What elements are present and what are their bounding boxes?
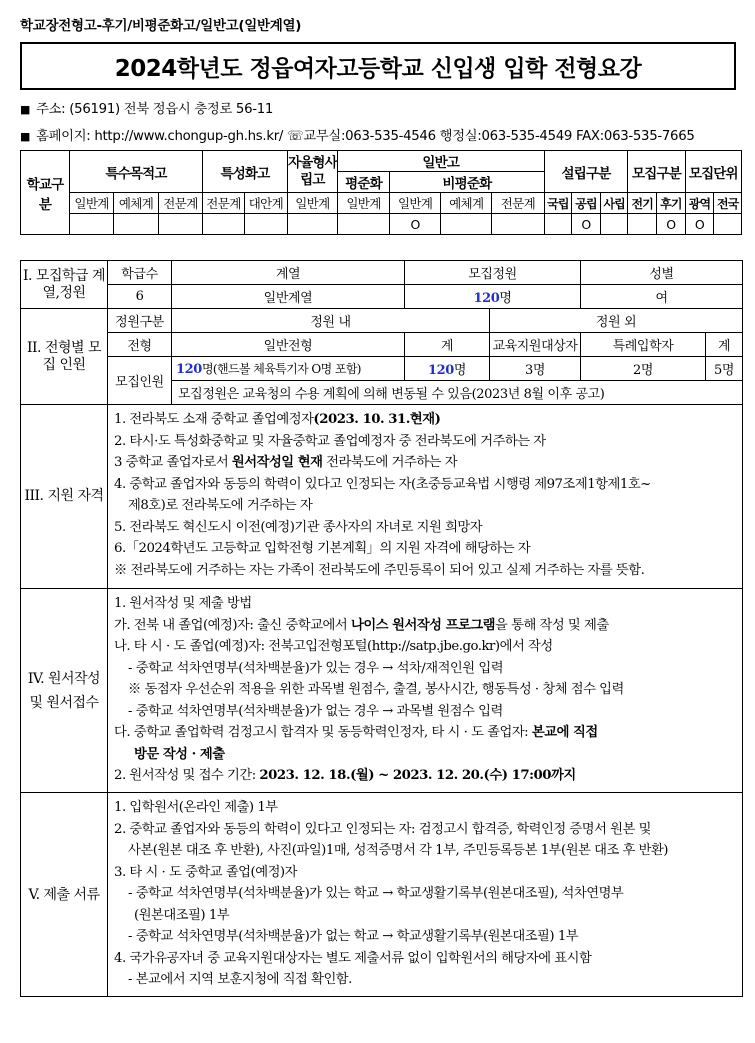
mark-cell xyxy=(628,214,657,235)
group-specialized: 특성화고 xyxy=(203,151,288,193)
col-label: 예체계 xyxy=(441,193,492,214)
section-3-content xyxy=(108,405,743,589)
document-item-cont: 사본(원본 대조 후 반환), 사진(파일)1매, 성적증명서 각 1부, 주민등록등본 1부(원본 대조 후 반환) xyxy=(128,843,668,858)
section-1-label: I. 모집학급 계열,정원 xyxy=(21,261,108,309)
address-text: 주소: (56191) 전북 정읍시 충정로 56-11 xyxy=(36,102,274,117)
mark-cell xyxy=(114,214,159,235)
col-label: 전문계 xyxy=(492,193,544,214)
homepage-line xyxy=(20,125,695,144)
section-3-label: III. 지원 자격 xyxy=(21,405,108,589)
eligibility-item-cont: 제8호)로 전라북도에 거주하는 자 xyxy=(128,498,313,513)
application-note: ※ 동점자 우선순위 적용을 위한 과목별 원점수, 출결, 봉사시간, 행동특성 · 창체 점수 입력 xyxy=(128,682,624,697)
col-label: 전문계 xyxy=(159,193,203,214)
header-inside-total: 계 xyxy=(405,333,490,357)
application-item: 1. 원서작성 및 제출 방법 xyxy=(114,596,252,611)
value-edu-support: 3명 xyxy=(490,357,581,381)
application-period: 2. 원서작성 및 접수 기간: 2023. 12. 18.(월) ~ 2023. 12. 20.(수) 17:00까지 xyxy=(114,768,576,783)
col-label: 일반계 xyxy=(70,193,114,214)
value-classes: 6 xyxy=(108,285,172,309)
bullet-square-icon: ■ xyxy=(20,130,31,143)
document-title: 2024학년도 정읍여자고등학교 신입생 입학 전형요강 xyxy=(20,42,736,90)
header-quota: 모집정원 xyxy=(405,261,581,285)
application-subitem: - 중학교 석차연명부(석차백분율)가 없는 경우 → 과목별 원점수 입력 xyxy=(128,703,503,719)
mark-cell xyxy=(287,214,337,235)
document-subitem-cont: (원본대조필) 1부 xyxy=(134,907,230,923)
group-recruit-type: 모집구분 xyxy=(628,151,685,193)
school-type-table xyxy=(20,150,742,235)
mark-cell-non-equalized-general: O xyxy=(390,214,441,235)
group-autonomous-private: 자율형사립고 xyxy=(287,151,337,193)
eligibility-item: 2. 타시·도 특성화중학교 및 자율중학교 졸업예정자 중 전라북도에 거주하는 자 xyxy=(114,433,546,449)
value-special-admission: 2명 xyxy=(581,357,706,381)
header-quota-type: 정원구분 xyxy=(108,309,172,333)
mark-cell-regional: O xyxy=(685,214,714,235)
value-track: 일반계열 xyxy=(172,285,405,309)
col-label: 일반계 xyxy=(337,193,389,214)
mark-cell xyxy=(441,214,492,235)
mark-cell xyxy=(70,214,114,235)
header-outside-quota: 정원 외 xyxy=(490,309,743,333)
document-subitem: - 중학교 석차연명부(석차백분율)가 없는 학교 → 학교생활기록부(원본대조필) 1부 xyxy=(128,929,579,944)
mark-cell xyxy=(244,214,287,235)
col-label: 공립 xyxy=(572,193,601,214)
document-subitem: - 본교에서 지역 보훈지청에 직접 확인함. xyxy=(128,972,352,987)
eligibility-item: 4. 중학교 졸업자와 동등의 학력이 있다고 인정되는 자(초중등교육법 시행령 제97조제1항제1호~ xyxy=(114,476,651,492)
bullet-square-icon: ■ xyxy=(20,103,31,116)
general-detail: 명(핸드볼 체육특기자 O명 포함) xyxy=(201,362,361,376)
value-general-selection xyxy=(172,357,405,381)
mark-cell xyxy=(337,214,389,235)
section-4-content xyxy=(108,589,743,793)
col-label: 일반계 xyxy=(390,193,441,214)
document-item: 3. 타 시 · 도 중학교 졸업(예정)자 xyxy=(114,864,297,880)
header-classes: 학급수 xyxy=(108,261,172,285)
col-label: 일반계 xyxy=(287,193,337,214)
col-label: 광역 xyxy=(685,193,714,214)
eligibility-item: 6.「2024학년도 고등학교 입학전형 기본계획」의 지원 자격에 해당하는 자 xyxy=(114,541,531,556)
inside-total-number: 120 xyxy=(427,363,454,378)
header-edu-support: 교육지원대상자 xyxy=(490,333,581,357)
application-item: 가. 전북 내 졸업(예정)자: 출신 중학교에서 나이스 원서작성 프로그램을 통해 작성 및 제출 xyxy=(114,617,609,633)
address-line xyxy=(20,98,273,117)
quota-note: 모집정원은 교육청의 수용 계획에 의해 변동될 수 있음(2023년 8월 이후 공고) xyxy=(172,381,743,405)
row-label-recruit-count: 모집인원 xyxy=(108,357,172,405)
mark-cell xyxy=(544,214,572,235)
application-item: 다. 중학교 졸업학력 검정고시 합격자 및 동등학력인정자, 타 시 · 도 졸업자: 본교에 직접 xyxy=(114,725,598,740)
inside-total-unit: 명 xyxy=(453,363,467,378)
school-type-row-label: 학교구분 xyxy=(21,151,70,235)
mark-cell xyxy=(600,214,628,235)
col-label: 예체계 xyxy=(114,193,159,214)
col-label: 사립 xyxy=(600,193,628,214)
mark-cell xyxy=(203,214,245,235)
admission-guide-table xyxy=(20,260,743,997)
col-label: 후기 xyxy=(657,193,686,214)
document-item: 2. 중학교 졸업자와 동등의 학력이 있다고 인정되는 자: 검정고시 합격증, 학력인정 증명서 원본 및 xyxy=(114,821,651,837)
section-5-content xyxy=(108,793,743,997)
mark-cell-public: O xyxy=(572,214,601,235)
value-quota xyxy=(405,285,581,309)
col-label: 대안계 xyxy=(244,193,287,214)
eligibility-item: 3 중학교 졸업자로서 원서작성일 현재 전라북도에 거주하는 자 xyxy=(114,455,458,470)
group-recruit-unit: 모집단위 xyxy=(685,151,741,193)
application-item-cont: 방문 작성 · 제출 xyxy=(134,746,225,762)
group-special-purpose: 특수목적고 xyxy=(70,151,203,193)
value-inside-total xyxy=(405,357,490,381)
application-subitem: - 중학교 석차연명부(석차백분율)가 있는 경우 → 석차/재적인원 입력 xyxy=(128,660,504,676)
value-gender: 여 xyxy=(581,285,743,309)
eligibility-note: ※ 전라북도에 거주하는 자는 가족이 전라북도에 주민등록이 되어 있고 실제 거주하는 자를 뜻함. xyxy=(114,562,645,578)
header-selection-type: 전형 xyxy=(108,333,172,357)
group-establishment: 설립구분 xyxy=(544,151,628,193)
section-2-label: II. 전형별 모집 인원 xyxy=(21,309,108,405)
group-general: 일반고 xyxy=(337,151,544,172)
header-general-selection: 일반전형 xyxy=(172,333,405,357)
col-label: 전국 xyxy=(714,193,742,214)
document-item: 4. 국가유공자녀 중 교육지원대상자는 별도 제출서류 없이 입학원서의 해당자에 표시함 xyxy=(114,950,592,966)
quota-number: 120 xyxy=(473,291,500,306)
header-outside-total: 계 xyxy=(706,333,743,357)
quota-unit: 명 xyxy=(499,291,512,306)
eligibility-item: 5. 전라북도 혁신도시 이전(예정)기관 종사자의 자녀로 지원 희망자 xyxy=(114,519,483,535)
section-4-label: IV. 원서작성 및 원서접수 xyxy=(21,589,108,793)
col-label: 전기 xyxy=(628,193,657,214)
document-subitem: - 중학교 석차연명부(석차백분율)가 있는 학교 → 학교생활기록부(원본대조필), 석차연명부 xyxy=(128,886,624,901)
header-inside-quota: 정원 내 xyxy=(172,309,490,333)
mark-cell xyxy=(159,214,203,235)
section-5-label: V. 제출 서류 xyxy=(21,793,108,997)
mark-cell xyxy=(492,214,544,235)
subgroup-equalized: 평준화 xyxy=(337,172,389,193)
value-outside-total: 5명 xyxy=(706,357,743,381)
subgroup-non-equalized: 비평준화 xyxy=(390,172,544,193)
header-special-admission: 특례입학자 xyxy=(581,333,706,357)
general-number: 120 xyxy=(176,362,202,377)
col-label: 전문계 xyxy=(203,193,245,214)
col-label: 국립 xyxy=(544,193,572,214)
homepage-text: 홈페이지: http://www.chongup-gh.hs.kr/ ☏교무실:063-535-4546 행정실:063-535-4549 FAX:063-535-7665 xyxy=(36,129,695,144)
mark-cell xyxy=(714,214,742,235)
mark-cell-late-term: O xyxy=(657,214,686,235)
document-item: 1. 입학원서(온라인 제출) 1부 xyxy=(114,800,278,815)
document-category-label: 학교장전형고-후기/비평준화고/일반고(일반계열) xyxy=(20,18,302,34)
header-track: 계열 xyxy=(172,261,405,285)
eligibility-item: 1. 전라북도 소재 중학교 졸업예정자(2023. 10. 31.현재) xyxy=(114,412,441,427)
header-gender: 성별 xyxy=(581,261,743,285)
application-item: 나. 타 시 · 도 졸업(예정)자: 전북고입전형포털(http://satp.jbe.go.kr)에서 작성 xyxy=(114,639,553,654)
